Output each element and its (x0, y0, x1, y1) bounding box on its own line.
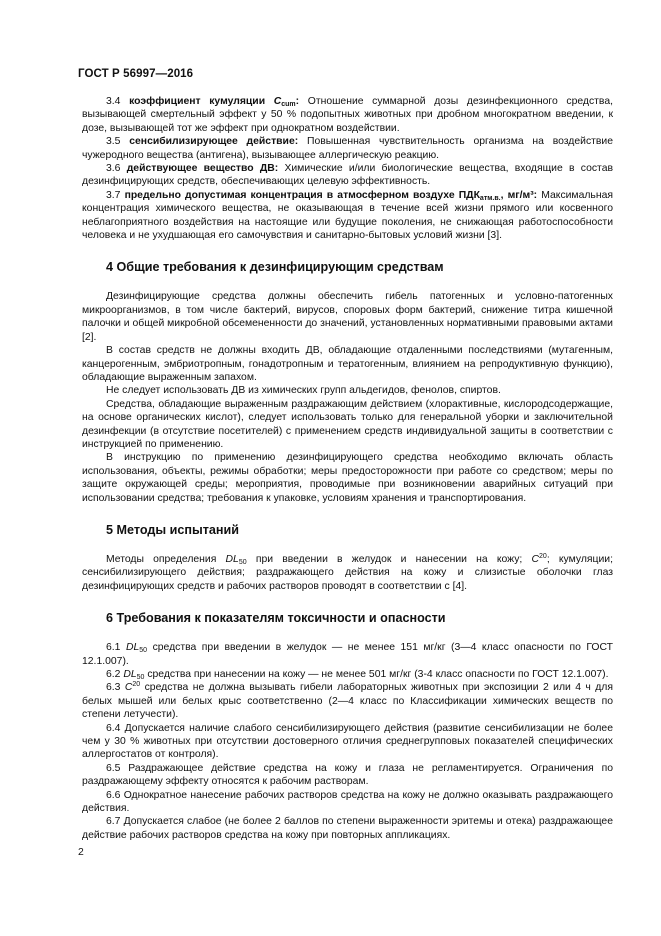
clause-number: 3.7 (106, 189, 121, 201)
definition-text: Максимальная концентрация химического вещества, не оказывающая в течение всей жизни прямого или косвенного неблагоприятного воздействия на настоящие или будущие поколения, не снижающая работоспособности человека и не ухудшающая его самочувствия и санитарно-бытовых условий жизни [3]. (82, 189, 613, 242)
clause-6-2 (82, 668, 613, 681)
dl-symbol: DL (123, 669, 137, 680)
definition-term (129, 96, 299, 107)
clause-number: 3.6 (106, 163, 121, 175)
definition-term: действующее вещество ДВ: (126, 163, 279, 175)
dl-symbol: DL (125, 642, 140, 654)
clause-text: средства при введении в желудок — не менее 151 мг/кг (3—4 класс опасности по ГОСТ 12.1.007). (82, 642, 614, 667)
definition-term (125, 190, 538, 201)
document-body (82, 95, 613, 842)
c-symbol: C (124, 682, 133, 694)
definition-3-4 (82, 95, 613, 135)
term-subscript: cum (281, 101, 296, 108)
definition-3-6 (82, 162, 613, 189)
definition-text: Отношение суммарной дозы дезинфекционного средства, вызывающей смертельный эффект у 50 % подопытных животных при дробном многократном введении, к дозе, вызывающей тот же эффект при однократном воздействии. (82, 96, 613, 134)
page-number: 2 (78, 847, 84, 858)
section-4-paragraph: Не следует использовать ДВ из химических групп альдегидов, фенолов, спиртов. (106, 385, 501, 397)
dl-symbol: DL (225, 553, 239, 565)
section-5-heading: 5 Методы испытаний (106, 522, 239, 537)
clause-number: 6.1 (106, 642, 121, 654)
section-4-paragraph: В состав средств не должны входить ДВ, обладающие отдаленными последствиями (мутагенным, канцерогенным, эмбриотропным, гонадотропным и тератогенным, влиянием на репродуктивную функцию), обладающие выраженным запахом. (82, 345, 613, 383)
clause-6-7: 6.7 Допускается слабое (не более 2 баллов по степени выраженности эритемы и отека) раздражающее действие рабочих растворов средства на кожу при повторных аппликациях. (82, 816, 613, 841)
section-4-heading: 4 Общие требования к дезинфицирующим средствам (106, 260, 444, 275)
dl-subscript: 50 (238, 558, 247, 566)
clause-text: средства при нанесении на кожу — не менее 501 мг/кг (3-4 класс опасности по ГОСТ 12.1.007). (144, 669, 609, 680)
term-text: коэффициент кумуляции (129, 96, 274, 107)
c-superscript: 20 (539, 552, 547, 560)
term-text: предельно допустимая концентрация в атмосферном воздухе ПДК (124, 189, 480, 201)
dl-subscript: 50 (139, 647, 148, 655)
c-superscript: 20 (132, 681, 141, 689)
clause-number: 3.5 (106, 136, 121, 148)
section-4-paragraph: Дезинфицирующие средства должны обеспечить гибель патогенных и условно-патогенных микроорганизмов, в том числе бактерий, вирусов, споровых форм бактерий, снижение титра кишечной палочки и общей микробной обсемененности до значений, установленных нормативными правовыми актами [2]. (82, 291, 613, 343)
term-tail: , мг/м³: (500, 189, 538, 201)
definition-text: Химические и/или биологические вещества, входящие в состав дезинфицирующих средств, обеспечивающих целевую эффективность. (82, 163, 613, 188)
term-symbol: C (273, 96, 282, 107)
text-run: Методы определения (106, 553, 226, 565)
clause-number: 6.3 (106, 682, 121, 694)
definition-text: Повышенная чувствительность организма на воздействие чужеродного вещества (антигена), вызывающее аллергическую реакцию. (82, 136, 613, 161)
definition-3-7 (82, 189, 613, 243)
c-symbol: C (531, 553, 540, 565)
text-run: ; кумуляции; сенсибилизирующего действия; раздражающего действия на кожу и слизистые оболочки глаз дезинфицирующих средств и рабочих растворов проводят в соответствии с [4]. (82, 553, 613, 592)
clause-6-4: 6.4 Допускается наличие слабого сенсибилизирующего действия (развитие сенсибилизации не более чем у 30 % животных при отсутствии достоверного отличия среднегрупповых показателей специфических аллергостатов от контроля). (82, 722, 613, 761)
clause-6-3 (82, 681, 613, 721)
clause-number: 6.2 (106, 669, 121, 680)
document-header: ГОСТ Р 56997—2016 (78, 68, 194, 80)
definition-3-5 (82, 135, 613, 162)
clause-number: 3.4 (106, 96, 121, 107)
definition-term: сенсибилизирующее действие: (129, 136, 299, 148)
dl-subscript: 50 (136, 674, 145, 681)
clause-text: средства не должна вызывать гибели лабораторных животных при экспозиции 2 или 4 ч для белых мышей или белых крыс соответственно (2—4 класс по Классификации химических веществ по степени летучести). (82, 682, 613, 721)
clause-6-1 (82, 641, 613, 668)
term-colon: : (295, 96, 300, 107)
section-4-paragraph: Средства, обладающие выраженным раздражающим действием (хлорактивные, кислородсодержащие, на основе органических кислот), следует использовать только для генеральной уборки и заключительной дезинфекции (в отсутствие посетителей) с применением средств индивидуальной защиты в соответствии с инструкцией по применению. (82, 398, 613, 450)
clause-6-5: 6.5 Раздражающее действие средства на кожу и глаза не регламентируется. Ограничения по раздражающему эффекту относятся к рабочим растворам. (82, 762, 613, 788)
section-4-paragraph: В инструкцию по применению дезинфицирующего средства необходимо включать область использования, объекты, режимы обработки; меры предосторожности при работе со средством; меры по защите окружающей среды; мероприятия, проводимые при возникновении аварийных ситуаций при использовании средства; требования к упаковке, условиям хранения и транспортирования. (82, 452, 613, 504)
text-run: при введении в желудок и нанесении на кожу; (246, 553, 532, 565)
clause-6-6: 6.6 Однократное нанесение рабочих растворов средства на кожу не должно оказывать раздражающего действия. (82, 789, 613, 815)
section-5-paragraph (82, 553, 613, 593)
term-subscript: атм.в. (479, 194, 501, 202)
section-6-heading: 6 Требования к показателям токсичности и опасности (106, 611, 446, 626)
